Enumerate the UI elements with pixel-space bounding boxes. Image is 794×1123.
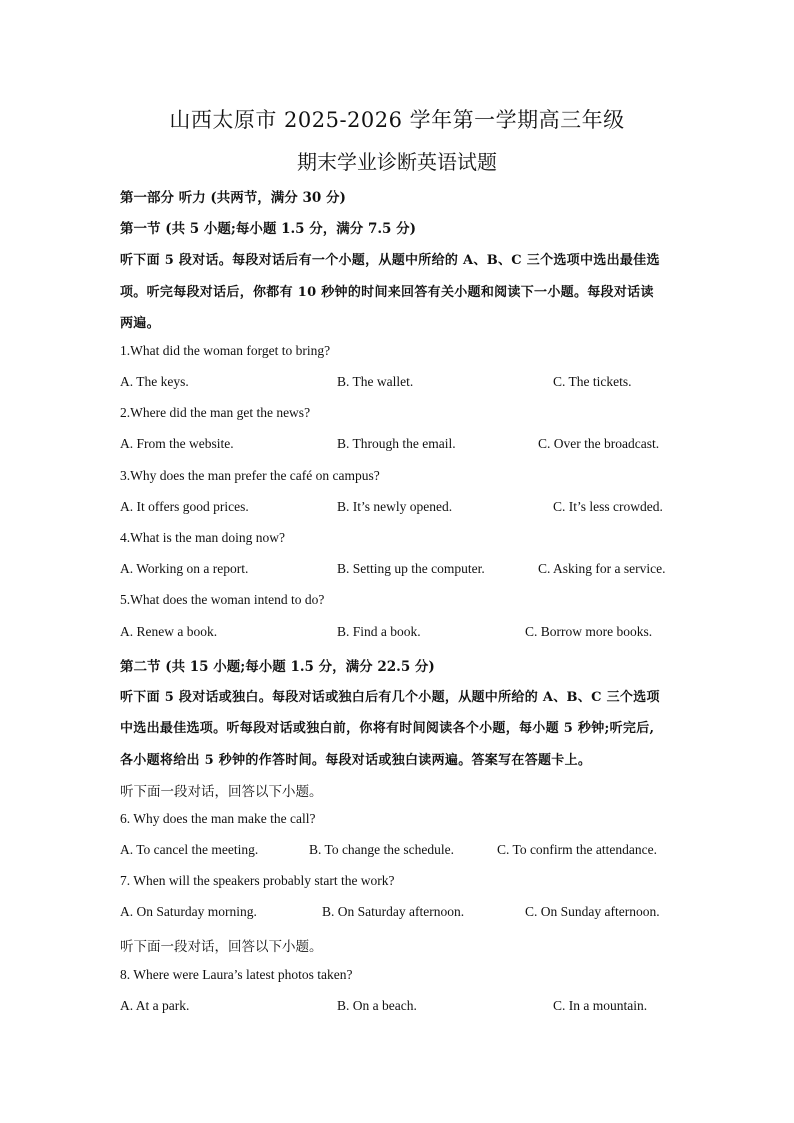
option-b: B. Through the email. xyxy=(337,436,456,451)
question-2: 2.Where did the man get the news? xyxy=(120,405,311,420)
listening-prompt: 听下面一段对话，回答以下小题。 xyxy=(120,939,323,955)
question-3: 3.Why does the man prefer the café on campus? xyxy=(120,468,380,483)
question-2-options xyxy=(120,436,680,454)
question-3-options xyxy=(120,499,680,517)
question-4: 4.What is the man doing now? xyxy=(120,530,285,545)
option-b: B. It’s newly opened. xyxy=(337,499,453,514)
option-c: C. Borrow more books. xyxy=(525,624,653,639)
section2-instruction-line: 听下面 5 段对话或独白。每段对话或独白后有几个小题，从题中所给的 A、B、C 三个选项 xyxy=(120,690,660,705)
question-8: 8. Where were Laura’s latest photos taken? xyxy=(120,967,353,982)
part1-heading: 第一部分 听力 (共两节，满分 30 分) xyxy=(120,190,346,206)
option-c: C. On Sunday afternoon. xyxy=(525,904,660,919)
question-5-options xyxy=(120,624,680,642)
option-a: A. The keys. xyxy=(120,374,189,389)
option-b: B. To change the schedule. xyxy=(309,842,455,857)
question-6: 6. Why does the man make the call? xyxy=(120,811,316,826)
question-1-options xyxy=(120,374,680,392)
option-a: A. It offers good prices. xyxy=(120,499,249,514)
option-a: A. Renew a book. xyxy=(120,624,218,639)
option-c: C. It’s less crowded. xyxy=(553,499,663,514)
section1-instruction-line: 听下面 5 段对话。每段对话后有一个小题，从题中所给的 A、B、C 三个选项中选出最佳选 xyxy=(120,253,660,268)
option-b: B. Setting up the computer. xyxy=(337,561,485,576)
option-c: C. In a mountain. xyxy=(553,998,648,1013)
question-7-options xyxy=(120,904,680,922)
option-b: B. On a beach. xyxy=(337,998,417,1013)
option-a: A. At a park. xyxy=(120,998,190,1013)
question-5: 5.What does the woman intend to do? xyxy=(120,592,325,607)
option-a: A. On Saturday morning. xyxy=(120,904,257,919)
option-b: B. On Saturday afternoon. xyxy=(322,904,465,919)
question-8-options xyxy=(120,998,680,1016)
option-c: C. Over the broadcast. xyxy=(538,436,660,451)
section2-instruction-line: 各小题将给出 5 秒钟的作答时间。每段对话或独白读两遍。答案写在答题卡上。 xyxy=(120,753,592,768)
section1-instruction-line: 项。听完每段对话后，你都有 10 秒钟的时间来回答有关小题和阅读下一小题。每段对话读 xyxy=(120,285,654,300)
question-1: 1.What did the woman forget to bring? xyxy=(120,343,331,358)
question-7: 7. When will the speakers probably start the work? xyxy=(120,873,395,888)
section1-heading: 第一节 (共 5 小题;每小题 1.5 分，满分 7.5 分) xyxy=(120,221,417,237)
exam-subtitle: 期末学业诊断英语试题 xyxy=(297,150,497,174)
option-b: B. Find a book. xyxy=(337,624,421,639)
option-a: A. To cancel the meeting. xyxy=(120,842,259,857)
option-a: A. From the website. xyxy=(120,436,234,451)
exam-title: 山西太原市 2025-2026 学年第一学期高三年级 xyxy=(169,108,625,132)
option-c: C. Asking for a service. xyxy=(538,561,666,576)
option-a: A. Working on a report. xyxy=(120,561,249,576)
option-c: C. To confirm the attendance. xyxy=(497,842,658,857)
question-4-options xyxy=(120,561,680,579)
section2-heading: 第二节 (共 15 小题;每小题 1.5 分，满分 22.5 分) xyxy=(120,659,435,675)
option-c: C. The tickets. xyxy=(553,374,632,389)
listening-prompt: 听下面一段对话，回答以下小题。 xyxy=(120,784,323,800)
section2-instruction-line: 中选出最佳选项。听每段对话或独白前，你将有时间阅读各个小题，每小题 5 秒钟;听完后, xyxy=(120,721,655,736)
section1-instruction-line: 两遍。 xyxy=(120,316,160,331)
question-6-options xyxy=(120,842,680,860)
option-b: B. The wallet. xyxy=(337,374,414,389)
